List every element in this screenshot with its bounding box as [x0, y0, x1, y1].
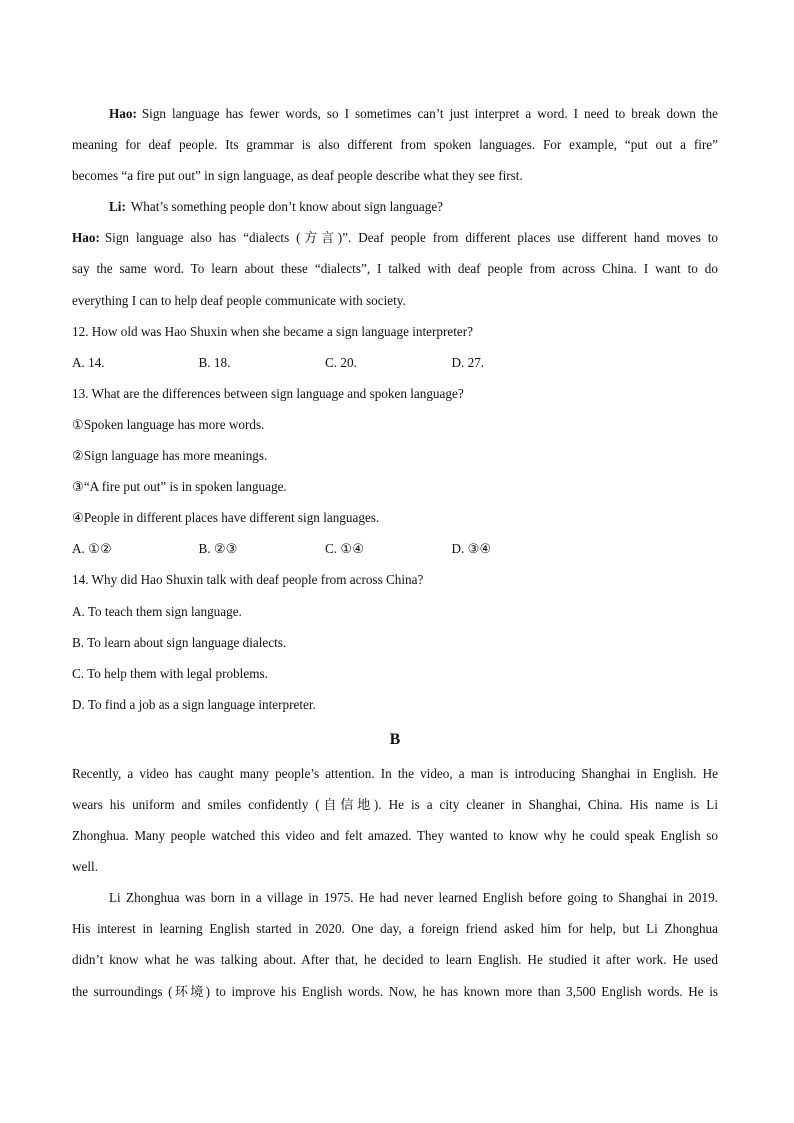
interview-line	[72, 98, 718, 129]
option-b: B. 18.	[198, 354, 231, 370]
section-heading: B	[389, 730, 401, 748]
passage-line: His interest in learning English started in 2020. One day, a foreign friend asked him for help, but Li Zhonghua	[72, 921, 718, 937]
question-stem: 13. What are the differences between sign language and spoken language?	[72, 385, 464, 401]
interview-line: say the same word. To learn about these “dialects”, I talked with deaf people from across China. I want to do	[72, 261, 718, 277]
passage-line: wears his uniform and smiles confidently (自信地). He is a city cleaner in Shanghai, China. His name is Li	[72, 796, 718, 812]
interview-line: becomes “a fire put out” in sign language, as deaf people describe what they see first.	[72, 168, 523, 184]
passage-line: well.	[72, 859, 99, 875]
passage-line: the surroundings (环境) to improve his English words. Now, he has known more than 3,500 English words. He is	[72, 983, 718, 999]
option-d: D. To find a job as a sign language interpreter.	[72, 696, 316, 712]
document-page	[72, 98, 718, 1007]
speaker-label: Li:	[109, 199, 126, 215]
question-stem: 12. How old was Hao Shuxin when she became a sign language interpreter?	[72, 323, 474, 339]
option-c: C. ①④	[325, 541, 365, 557]
interview-line: everything I can to help deaf people communicate with society.	[72, 292, 406, 308]
option-a: A. To teach them sign language.	[72, 603, 242, 619]
interview-text: Sign language has fewer words, so I sometimes can’t just interpret a word. I need to break down the	[141, 106, 718, 121]
option-a: A. ①②	[72, 541, 112, 557]
option-c: C. 20.	[325, 354, 357, 370]
question-options	[72, 347, 718, 378]
statement-item: ②Sign language has more meanings.	[72, 448, 268, 464]
question-stem: 14. Why did Hao Shuxin talk with deaf people from across China?	[72, 572, 424, 588]
passage-line: Li Zhonghua was born in a village in 1975. He had never learned English before going to Shanghai in 2019.	[109, 890, 718, 906]
question-options	[72, 533, 718, 564]
speaker-label: Hao:	[72, 230, 100, 246]
option-b: B. ②③	[198, 541, 238, 557]
passage-line: Recently, a video has caught many people’s attention. In the video, a man is introducing Shanghai in English. He	[72, 765, 718, 781]
option-b: B. To learn about sign language dialects.	[72, 634, 287, 650]
speaker-label: Hao:	[109, 106, 137, 121]
interview-line	[72, 191, 718, 222]
option-a: A. 14.	[72, 354, 105, 370]
interview-text: What’s something people don’t know about sign language?	[130, 199, 444, 215]
interview-line	[72, 222, 718, 253]
passage-line: didn’t know what he was talking about. After that, he decided to learn English. He studied it after work. He used	[72, 952, 718, 968]
statement-item: ③“A fire put out” is in spoken language.	[72, 479, 287, 495]
option-c: C. To help them with legal problems.	[72, 665, 268, 681]
passage-line: Zhonghua. Many people watched this video and felt amazed. They wanted to know why he could speak English so	[72, 828, 718, 844]
interview-text: Sign language also has “dialects (方言)”. Deaf people from different places use different hand moves to	[104, 230, 718, 246]
interview-line: meaning for deaf people. Its grammar is also different from spoken languages. For example, “put out a fire”	[72, 137, 718, 153]
option-d: D. 27.	[451, 354, 485, 370]
statement-item: ④People in different places have different sign languages.	[72, 510, 380, 526]
statement-item: ①Spoken language has more words.	[72, 416, 265, 432]
option-d: D. ③④	[451, 541, 492, 557]
